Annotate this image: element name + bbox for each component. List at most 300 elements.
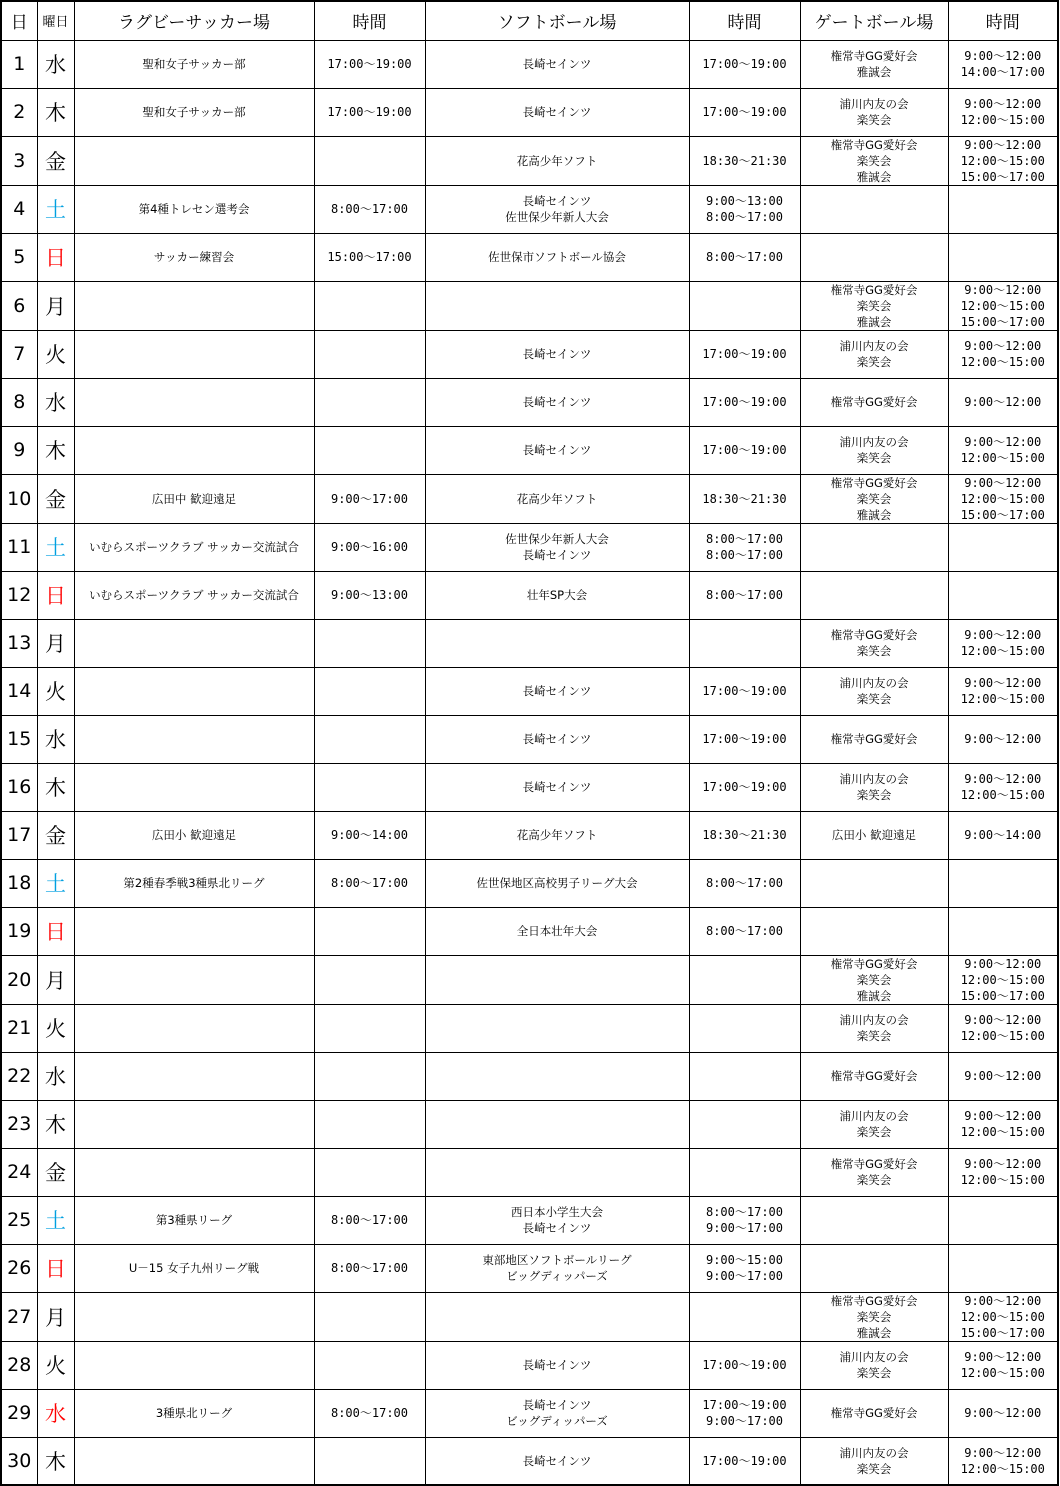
rugby-time-cell: [314, 1244, 425, 1292]
softball-event: 長崎セインツ: [522, 443, 592, 457]
table-row: [1, 233, 1058, 281]
gateball-event-cell: [800, 763, 948, 811]
softball-event: 全日本壮年大会: [516, 924, 598, 938]
gateball-event: 浦川内友の会: [839, 339, 909, 353]
gateball-time-cell: [948, 763, 1058, 811]
gateball-time: 12:00～15:00: [960, 355, 1045, 369]
gateball-event-cell: [800, 1244, 948, 1292]
rugby-time-cell: [314, 1341, 425, 1389]
rugby-time-cell: [314, 763, 425, 811]
rugby-time: 8:00～17:00: [330, 1261, 409, 1275]
gateball-event: 楽笑会: [856, 113, 892, 127]
softball-event: 長崎セインツ: [522, 194, 592, 208]
softball-event-cell: [425, 859, 689, 907]
table-row: [1, 88, 1058, 136]
gateball-event: 権常寺GG愛好会: [830, 49, 918, 63]
softball-time: 8:00～17:00: [705, 876, 784, 890]
softball-event-cell: [425, 233, 689, 281]
table-row: [1, 811, 1058, 859]
day-number: 22: [1, 1052, 37, 1100]
weekday-label: 金: [37, 1148, 74, 1196]
gateball-time-cell: [948, 426, 1058, 474]
day-number: 2: [1, 88, 37, 136]
rugby-time: 8:00～17:00: [330, 1406, 409, 1420]
gateball-time-cell: [948, 378, 1058, 426]
softball-time-cell: [689, 474, 800, 523]
gateball-time-cell: [948, 715, 1058, 763]
gateball-event: 浦川内友の会: [839, 676, 909, 690]
gateball-event: 権常寺GG愛好会: [830, 1157, 918, 1171]
gateball-event: 浦川内友の会: [839, 1109, 909, 1123]
day-number: 29: [1, 1389, 37, 1437]
gateball-time: 15:00～17:00: [960, 988, 1045, 1003]
rugby-event-cell: [74, 571, 314, 619]
header-gateball-field: ゲートボール場: [800, 1, 948, 40]
softball-time: 17:00～19:00: [702, 780, 787, 794]
gateball-event-cell: [800, 1341, 948, 1389]
gateball-time: 12:00～15:00: [960, 1173, 1045, 1187]
softball-time-cell: [689, 378, 800, 426]
gateball-event-cell: [800, 330, 948, 378]
day-number: 18: [1, 859, 37, 907]
softball-time-cell: [689, 859, 800, 907]
softball-time: 18:30～21:30: [702, 828, 787, 842]
rugby-event-cell: [74, 619, 314, 667]
gateball-event-cell: [800, 907, 948, 955]
rugby-event-cell: [74, 474, 314, 523]
rugby-time: 8:00～17:00: [330, 202, 409, 216]
softball-time: 17:00～19:00: [702, 347, 787, 361]
rugby-time-cell: [314, 1004, 425, 1052]
softball-event-cell: [425, 955, 689, 1004]
softball-time: 9:00～13:00: [705, 194, 784, 208]
softball-time-cell: [689, 955, 800, 1004]
gateball-event-cell: [800, 474, 948, 523]
weekday-label: 木: [37, 88, 74, 136]
rugby-event: 第4種トレセン選考会: [138, 202, 250, 216]
table-row: [1, 330, 1058, 378]
rugby-time: 8:00～17:00: [330, 1213, 409, 1227]
gateball-event: 権常寺GG愛好会: [830, 628, 918, 642]
header-row: [1, 1, 1058, 40]
gateball-time: 14:00～17:00: [960, 65, 1045, 79]
rugby-time: 17:00～19:00: [327, 105, 412, 119]
rugby-event: いむらスポーツクラブ サッカー交流試合: [89, 588, 299, 602]
rugby-event-cell: [74, 1244, 314, 1292]
weekday-label: 日: [37, 571, 74, 619]
weekday-label: 木: [37, 1437, 74, 1485]
table-row: [1, 571, 1058, 619]
weekday-label: 火: [37, 667, 74, 715]
gateball-event: 楽笑会: [856, 1029, 892, 1043]
gateball-event-cell: [800, 378, 948, 426]
rugby-time-cell: [314, 859, 425, 907]
softball-time-cell: [689, 330, 800, 378]
rugby-event-cell: [74, 763, 314, 811]
gateball-time: 9:00～12:00: [964, 772, 1042, 786]
softball-time-cell: [689, 1004, 800, 1052]
gateball-event: 浦川内友の会: [839, 1350, 909, 1364]
softball-event: 長崎セインツ: [522, 1358, 592, 1372]
softball-event-cell: [425, 1292, 689, 1341]
gateball-time: 9:00～12:00: [964, 49, 1042, 63]
gateball-event-cell: [800, 523, 948, 571]
weekday-label: 金: [37, 811, 74, 859]
table-row: [1, 281, 1058, 330]
header-softball-time: 時間: [689, 1, 800, 40]
softball-event: ビッグディッパーズ: [506, 1269, 608, 1283]
rugby-time-cell: [314, 1148, 425, 1196]
gateball-time: 12:00～15:00: [960, 491, 1045, 506]
day-number: 26: [1, 1244, 37, 1292]
gateball-event: 権常寺GG愛好会: [830, 732, 918, 746]
rugby-time: 8:00～17:00: [330, 876, 409, 890]
weekday-label: 日: [37, 233, 74, 281]
gateball-event-cell: [800, 185, 948, 233]
rugby-event-cell: [74, 1100, 314, 1148]
softball-time-cell: [689, 1052, 800, 1100]
rugby-time-cell: [314, 474, 425, 523]
softball-event-cell: [425, 185, 689, 233]
day-number: 4: [1, 185, 37, 233]
gateball-event: 権常寺GG愛好会: [830, 282, 918, 297]
rugby-time: 9:00～17:00: [330, 491, 409, 506]
gateball-time: 12:00～15:00: [960, 113, 1045, 127]
rugby-time-cell: [314, 811, 425, 859]
softball-event-cell: [425, 1004, 689, 1052]
softball-event: 長崎セインツ: [522, 684, 592, 698]
day-number: 30: [1, 1437, 37, 1485]
gateball-event: 雅誠会: [856, 988, 892, 1003]
table-row: [1, 955, 1058, 1004]
gateball-event: 雅誠会: [856, 314, 892, 329]
day-number: 21: [1, 1004, 37, 1052]
gateball-time-cell: [948, 1389, 1058, 1437]
rugby-event-cell: [74, 426, 314, 474]
gateball-event-cell: [800, 955, 948, 1004]
gateball-time: 9:00～12:00: [964, 282, 1042, 297]
gateball-event-cell: [800, 1100, 948, 1148]
softball-time: 8:00～17:00: [705, 532, 784, 546]
day-number: 11: [1, 523, 37, 571]
rugby-event: 聖和女子サッカー部: [142, 105, 246, 119]
softball-event: 壮年SP大会: [526, 588, 588, 602]
day-number: 12: [1, 571, 37, 619]
rugby-event-cell: [74, 1389, 314, 1437]
gateball-event-cell: [800, 811, 948, 859]
weekday-label: 木: [37, 763, 74, 811]
gateball-time: 9:00～12:00: [964, 1350, 1042, 1364]
gateball-time-cell: [948, 1148, 1058, 1196]
gateball-event: 楽笑会: [856, 491, 892, 506]
rugby-time-cell: [314, 955, 425, 1004]
softball-event: 長崎セインツ: [522, 1398, 592, 1412]
rugby-time-cell: [314, 185, 425, 233]
gateball-time-cell: [948, 1244, 1058, 1292]
rugby-time: 15:00～17:00: [327, 250, 412, 264]
rugby-event: 広田小 歓迎遠足: [151, 828, 237, 842]
header-rugby-soccer-field: ラグビーサッカー場: [74, 1, 314, 40]
gateball-event: 楽笑会: [856, 153, 892, 168]
weekday-label: 水: [37, 40, 74, 88]
header-day: 日: [1, 1, 37, 40]
softball-event-cell: [425, 1389, 689, 1437]
softball-event: 佐世保少年新人大会: [505, 210, 609, 224]
weekday-label: 金: [37, 136, 74, 185]
rugby-event-cell: [74, 136, 314, 185]
gateball-time-cell: [948, 907, 1058, 955]
weekday-label: 水: [37, 715, 74, 763]
softball-event-cell: [425, 1341, 689, 1389]
softball-event-cell: [425, 715, 689, 763]
gateball-event: 権常寺GG愛好会: [830, 956, 918, 971]
softball-time-cell: [689, 715, 800, 763]
softball-time: 17:00～19:00: [702, 684, 787, 698]
rugby-event-cell: [74, 185, 314, 233]
rugby-event-cell: [74, 40, 314, 88]
table-row: [1, 474, 1058, 523]
softball-time: 8:00～17:00: [705, 548, 784, 562]
gateball-event: 権常寺GG愛好会: [830, 1069, 918, 1083]
rugby-event-cell: [74, 907, 314, 955]
gateball-event-cell: [800, 715, 948, 763]
gateball-time: 12:00～15:00: [960, 451, 1045, 465]
gateball-time-cell: [948, 1196, 1058, 1244]
gateball-time-cell: [948, 136, 1058, 185]
rugby-event: 聖和女子サッカー部: [142, 57, 246, 71]
gateball-event-cell: [800, 1004, 948, 1052]
gateball-time: 15:00～17:00: [960, 314, 1045, 329]
table-row: [1, 1148, 1058, 1196]
softball-event-cell: [425, 619, 689, 667]
rugby-time-cell: [314, 907, 425, 955]
softball-event: 長崎セインツ: [522, 548, 592, 562]
rugby-event: 広田中 歓迎遠足: [151, 491, 237, 506]
gateball-event: 楽笑会: [856, 1125, 892, 1139]
softball-event-cell: [425, 281, 689, 330]
softball-event: ビッグディッパーズ: [506, 1414, 608, 1428]
weekday-label: 木: [37, 1100, 74, 1148]
gateball-event-cell: [800, 233, 948, 281]
gateball-time: 9:00～12:00: [964, 475, 1042, 490]
softball-time: 8:00～17:00: [705, 924, 784, 938]
table-row: [1, 667, 1058, 715]
table-row: [1, 619, 1058, 667]
day-number: 15: [1, 715, 37, 763]
rugby-event-cell: [74, 378, 314, 426]
rugby-time-cell: [314, 136, 425, 185]
table-row: [1, 136, 1058, 185]
gateball-event: 浦川内友の会: [839, 1013, 909, 1027]
rugby-event: 第2種春季戦3種県北リーグ: [123, 876, 265, 890]
weekday-label: 土: [37, 1196, 74, 1244]
weekday-label: 日: [37, 1244, 74, 1292]
softball-time-cell: [689, 281, 800, 330]
gateball-event: 広田小 歓迎遠足: [831, 828, 917, 842]
softball-event: 東部地区ソフトボールリーグ: [482, 1253, 632, 1267]
weekday-label: 水: [37, 378, 74, 426]
rugby-time-cell: [314, 1052, 425, 1100]
gateball-time: 9:00～12:00: [964, 1293, 1042, 1308]
softball-event: 長崎セインツ: [522, 105, 592, 119]
table-row: [1, 1196, 1058, 1244]
softball-event-cell: [425, 1052, 689, 1100]
gateball-time-cell: [948, 1437, 1058, 1485]
gateball-event: 権常寺GG愛好会: [830, 475, 918, 490]
table-row: [1, 859, 1058, 907]
softball-time-cell: [689, 667, 800, 715]
table-row: [1, 426, 1058, 474]
softball-event-cell: [425, 523, 689, 571]
softball-event: 花高少年ソフト: [516, 153, 598, 168]
rugby-event-cell: [74, 330, 314, 378]
softball-time-cell: [689, 1100, 800, 1148]
gateball-event: 楽笑会: [856, 1461, 892, 1476]
softball-time: 8:00～17:00: [705, 1205, 784, 1219]
rugby-time-cell: [314, 40, 425, 88]
gateball-time: 12:00～15:00: [960, 972, 1045, 987]
gateball-event: 楽笑会: [856, 692, 892, 706]
rugby-time-cell: [314, 233, 425, 281]
softball-event: 長崎セインツ: [522, 1453, 592, 1468]
softball-time: 9:00～17:00: [705, 1414, 784, 1428]
day-number: 20: [1, 955, 37, 1004]
gateball-time: 12:00～15:00: [960, 644, 1045, 658]
gateball-event: 権常寺GG愛好会: [830, 1406, 918, 1420]
softball-time: 8:00～17:00: [705, 250, 784, 264]
gateball-time-cell: [948, 1341, 1058, 1389]
softball-time: 18:30～21:30: [702, 153, 787, 168]
softball-time: 18:30～21:30: [702, 491, 787, 506]
gateball-time: 12:00～15:00: [960, 1461, 1045, 1476]
gateball-event-cell: [800, 619, 948, 667]
rugby-time-cell: [314, 1389, 425, 1437]
gateball-event: 浦川内友の会: [839, 435, 909, 449]
day-number: 6: [1, 281, 37, 330]
day-number: 14: [1, 667, 37, 715]
table-row: [1, 378, 1058, 426]
table-row: [1, 1341, 1058, 1389]
gateball-event: 楽笑会: [856, 451, 892, 465]
gateball-event: 雅誠会: [856, 65, 892, 79]
rugby-time-cell: [314, 378, 425, 426]
rugby-event-cell: [74, 715, 314, 763]
rugby-event-cell: [74, 1004, 314, 1052]
weekday-label: 日: [37, 907, 74, 955]
rugby-event-cell: [74, 1437, 314, 1485]
softball-event: 佐世保地区高校男子リーグ大会: [476, 876, 638, 890]
rugby-time-cell: [314, 1196, 425, 1244]
gateball-time: 9:00～12:00: [964, 732, 1042, 746]
day-number: 10: [1, 474, 37, 523]
gateball-event: 楽笑会: [856, 1173, 892, 1187]
softball-time-cell: [689, 763, 800, 811]
rugby-time-cell: [314, 1437, 425, 1485]
rugby-event-cell: [74, 88, 314, 136]
rugby-event-cell: [74, 1292, 314, 1341]
softball-event: 長崎セインツ: [522, 732, 592, 746]
gateball-time-cell: [948, 571, 1058, 619]
softball-time: 9:00～17:00: [705, 1221, 784, 1235]
rugby-event: U－15 女子九州リーグ戦: [128, 1261, 260, 1275]
gateball-event-cell: [800, 426, 948, 474]
softball-event: 長崎セインツ: [522, 780, 592, 794]
rugby-event-cell: [74, 1052, 314, 1100]
gateball-time-cell: [948, 667, 1058, 715]
softball-event-cell: [425, 1148, 689, 1196]
gateball-event: 雅誠会: [856, 1325, 892, 1340]
gateball-event: 雅誠会: [856, 507, 892, 522]
softball-time: 17:00～19:00: [702, 105, 787, 119]
weekday-label: 水: [37, 1389, 74, 1437]
table-row: [1, 1389, 1058, 1437]
softball-time-cell: [689, 1292, 800, 1341]
softball-event-cell: [425, 811, 689, 859]
rugby-time-cell: [314, 667, 425, 715]
rugby-event-cell: [74, 281, 314, 330]
rugby-time-cell: [314, 523, 425, 571]
weekday-label: 木: [37, 426, 74, 474]
softball-time-cell: [689, 1341, 800, 1389]
weekday-label: 土: [37, 523, 74, 571]
rugby-time: 17:00～19:00: [327, 57, 412, 71]
softball-time: 17:00～19:00: [702, 1453, 787, 1468]
table-row: [1, 1292, 1058, 1341]
gateball-event-cell: [800, 1196, 948, 1244]
softball-time: 17:00～19:00: [702, 395, 787, 409]
softball-time-cell: [689, 185, 800, 233]
softball-event-cell: [425, 763, 689, 811]
softball-time-cell: [689, 233, 800, 281]
softball-time: 8:00～17:00: [705, 588, 784, 602]
softball-time-cell: [689, 40, 800, 88]
gateball-event: 楽笑会: [856, 788, 892, 802]
rugby-event-cell: [74, 859, 314, 907]
gateball-event: 楽笑会: [856, 298, 892, 313]
softball-event: 西日本小学生大会: [511, 1205, 603, 1219]
gateball-event: 楽笑会: [856, 972, 892, 987]
softball-event-cell: [425, 1437, 689, 1485]
softball-event-cell: [425, 1244, 689, 1292]
gateball-time-cell: [948, 1004, 1058, 1052]
gateball-event-cell: [800, 859, 948, 907]
softball-event: 長崎セインツ: [522, 57, 592, 71]
softball-time-cell: [689, 571, 800, 619]
weekday-label: 火: [37, 330, 74, 378]
gateball-time-cell: [948, 1100, 1058, 1148]
weekday-label: 土: [37, 859, 74, 907]
gateball-event: 浦川内友の会: [839, 1445, 909, 1460]
rugby-event: 3種県北リーグ: [155, 1406, 233, 1420]
gateball-time: 12:00～15:00: [960, 788, 1045, 802]
softball-event-cell: [425, 474, 689, 523]
softball-event-cell: [425, 378, 689, 426]
table-row: [1, 1100, 1058, 1148]
gateball-time-cell: [948, 1292, 1058, 1341]
day-number: 24: [1, 1148, 37, 1196]
softball-time-cell: [689, 1244, 800, 1292]
rugby-event: いむらスポーツクラブ サッカー交流試合: [89, 540, 299, 554]
gateball-event: 楽笑会: [856, 1366, 892, 1380]
header-rugby-time: 時間: [314, 1, 425, 40]
gateball-event: 権常寺GG愛好会: [830, 395, 918, 409]
softball-time-cell: [689, 1389, 800, 1437]
gateball-time: 9:00～12:00: [964, 1445, 1042, 1460]
gateball-time: 9:00～12:00: [964, 1157, 1042, 1171]
softball-time-cell: [689, 426, 800, 474]
gateball-time-cell: [948, 474, 1058, 523]
gateball-time: 9:00～12:00: [964, 956, 1042, 971]
